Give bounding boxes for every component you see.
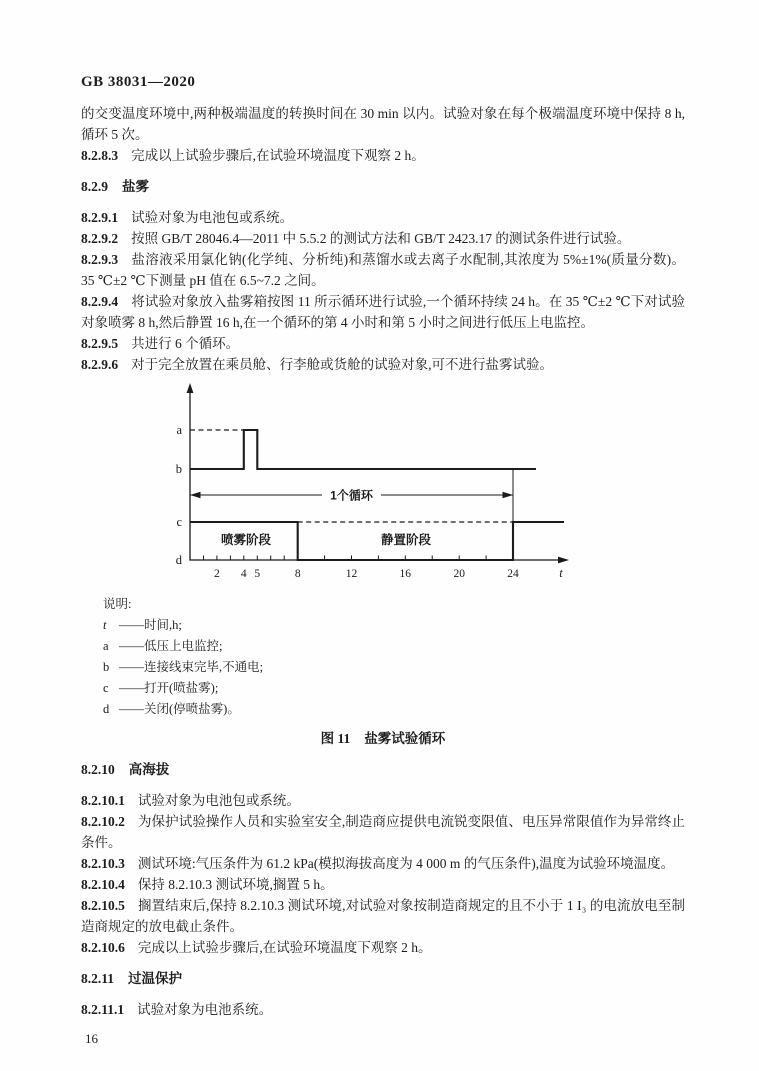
- legend-symbol: a: [103, 639, 109, 653]
- legend-item-b: [103, 657, 685, 678]
- clause-number: 8.2.10.6: [81, 940, 125, 955]
- heading-8.2.11: [81, 968, 685, 989]
- heading-8.2.9: [81, 176, 685, 197]
- figure-caption: [81, 728, 685, 749]
- clause-text: 试验对象为电池包或系统。: [131, 210, 294, 225]
- clause-text: 试验对象为电池系统。: [137, 1002, 273, 1017]
- clause-8.2.8.3: [81, 145, 685, 166]
- figure-caption-title: 盐雾试验循环: [364, 731, 446, 746]
- clause-8.2.10.1: [81, 790, 685, 811]
- clause-number: 8.2.9.5: [81, 336, 119, 351]
- clause-text: 搁置结束后,保持 8.2.10.3 测试环境,对试验对象按制造商规定的且不小于 1 I₃ 的电流放电至制造商规定的放电截止条件。: [81, 898, 685, 934]
- clause-8.2.11.1: [81, 999, 685, 1020]
- spray-phase-label: 喷雾阶段: [220, 533, 272, 547]
- clause-8.2.10.4: [81, 874, 685, 895]
- clause-8.2.9.5: [81, 333, 685, 354]
- clause-number: 8.2.8.3: [81, 148, 119, 163]
- legend-symbol: b: [103, 660, 110, 674]
- paragraph-text: 的交变温度环境中,两种极端温度的转换时间在 30 min 以内。试验对象在每个极端温度环境中保持 8 h,循环 5 次。: [81, 106, 685, 142]
- clause-text: 试验对象为电池包或系统。: [137, 793, 300, 808]
- heading-8.2.10: [81, 759, 685, 780]
- legend-title: 说明:: [103, 597, 132, 611]
- legend-item-c: [103, 678, 685, 699]
- clause-text: 对于完全放置在乘员舱、行李舱或货舱的试验对象,可不进行盐雾试验。: [131, 357, 553, 372]
- level-label-b: b: [175, 462, 182, 476]
- clause-number: 8.2.9.6: [81, 357, 119, 372]
- clause-number: 8.2.10.5: [81, 898, 125, 913]
- clause-8.2.10.5: [81, 895, 685, 937]
- heading-title: 高海拔: [128, 762, 170, 777]
- legend-item-t: [103, 615, 685, 636]
- clause-8.2.10.2: [81, 811, 685, 853]
- tick-label-2: 2: [214, 568, 220, 580]
- level-label-c: c: [176, 515, 182, 529]
- y-axis-arrow-icon: [187, 383, 194, 393]
- legend-desc: ——打开(喷盐雾);: [119, 681, 219, 695]
- clause-text: 盐溶液采用氯化钠(化学纯、分析纯)和蒸馏水或去离子水配制,其浓度为 5%±1%(质量分数)。35 ℃±2 ℃下测量 pH 值在 6.5~7.2 之间。: [81, 252, 685, 288]
- heading-number: 8.2.10: [81, 762, 115, 777]
- legend-symbol: c: [103, 681, 109, 695]
- clause-text: 将试验对象放入盐雾箱按图 11 所示循环进行试验,一个循环持续 24 h。在 35 ℃±2 ℃下对试验对象喷雾 8 h,然后静置 16 h,在一个循环的第 4 小时和第 5 小时之间进行低压上电监控。: [81, 294, 685, 330]
- tick-label-16: 16: [399, 568, 412, 580]
- clause-number: 8.2.10.4: [81, 877, 125, 892]
- timing-diagram: [150, 381, 590, 586]
- legend-desc: ——关闭(停喷盐雾)。: [119, 702, 240, 716]
- clause-number: 8.2.9.3: [81, 252, 119, 267]
- figure-11-salt-spray-cycle: [150, 381, 685, 586]
- cycle-span-label: 1个循环: [330, 488, 373, 503]
- cycle-arrow-right-head-icon: [503, 492, 514, 499]
- clause-number: 8.2.10.3: [81, 856, 125, 871]
- page-number: 16: [85, 1031, 98, 1046]
- x-axis-variable-label: t: [559, 566, 563, 580]
- clause-number: 8.2.11.1: [81, 1002, 125, 1017]
- heading-title: 盐雾: [122, 179, 149, 194]
- legend-symbol: t: [103, 618, 107, 632]
- tick-label-12: 12: [345, 568, 358, 580]
- clause-number: 8.2.9.1: [81, 210, 119, 225]
- heading-number: 8.2.11: [81, 971, 115, 986]
- tick-label-24: 24: [507, 568, 519, 580]
- clause-text: 保持 8.2.10.3 测试环境,搁置 5 h。: [137, 877, 334, 892]
- clause-text: 为保护试验操作人员和实验室安全,制造商应提供电流锐变限值、电压异常限值作为异常终止条件。: [81, 814, 685, 850]
- clause-text: 完成以上试验步骤后,在试验环境温度下观察 2 h。: [137, 940, 432, 955]
- clause-number: 8.2.9.2: [81, 231, 119, 246]
- clause-8.2.9.4: [81, 291, 685, 333]
- legend-desc: ——连接线束完毕,不通电;: [119, 660, 264, 674]
- clause-8.2.9.6: [81, 354, 685, 375]
- clause-8.2.10.6: [81, 937, 685, 958]
- level-label-d: d: [175, 553, 182, 567]
- clause-8.2.9.2: [81, 228, 685, 249]
- legend-item-d: [103, 699, 685, 720]
- heading-title: 过温保护: [128, 971, 183, 986]
- legend-symbol: d: [103, 702, 110, 716]
- clause-text: 按照 GB/T 28046.4—2011 中 5.5.2 的测试方法和 GB/T 2423.17 的测试条件进行试验。: [131, 231, 631, 246]
- x-axis-arrow-icon: [558, 557, 569, 564]
- clause-text: 共进行 6 个循环。: [131, 336, 240, 351]
- tick-label-8: 8: [294, 568, 301, 580]
- clause-text: 完成以上试验步骤后,在试验环境温度下观察 2 h。: [131, 148, 425, 163]
- legend-desc: ——低压上电监控;: [119, 639, 223, 653]
- clause-8.2.9.1: [81, 207, 685, 228]
- legend-desc: ——时间,h;: [119, 618, 182, 632]
- waveform-connection-monitor: [190, 430, 536, 469]
- clause-8.2.9.3: [81, 249, 685, 291]
- rest-phase-label: 静置阶段: [380, 533, 432, 547]
- level-label-a: a: [176, 423, 182, 437]
- cycle-arrow-left-head-icon: [190, 492, 201, 499]
- clause-text: 测试环境:气压条件为 61.2 kPa(模拟海拔高度为 4 000 m 的气压条件),温度为试验环境温度。: [137, 856, 675, 871]
- clause-number: 8.2.9.4: [81, 294, 119, 309]
- figure-caption-label: 图 11: [320, 731, 351, 746]
- figure-legend: [103, 594, 685, 720]
- legend-item-a: [103, 636, 685, 657]
- tick-label-5: 5: [254, 568, 261, 580]
- clause-number: 8.2.10.1: [81, 793, 125, 808]
- clause-8.2.10.3: [81, 853, 685, 874]
- paragraph-continuation: [81, 103, 685, 145]
- clause-number: 8.2.10.2: [81, 814, 125, 829]
- standard-number: GB 38031—2020: [81, 74, 196, 90]
- heading-number: 8.2.9: [81, 179, 108, 194]
- tick-label-4: 4: [240, 568, 247, 580]
- tick-label-20: 20: [453, 568, 465, 580]
